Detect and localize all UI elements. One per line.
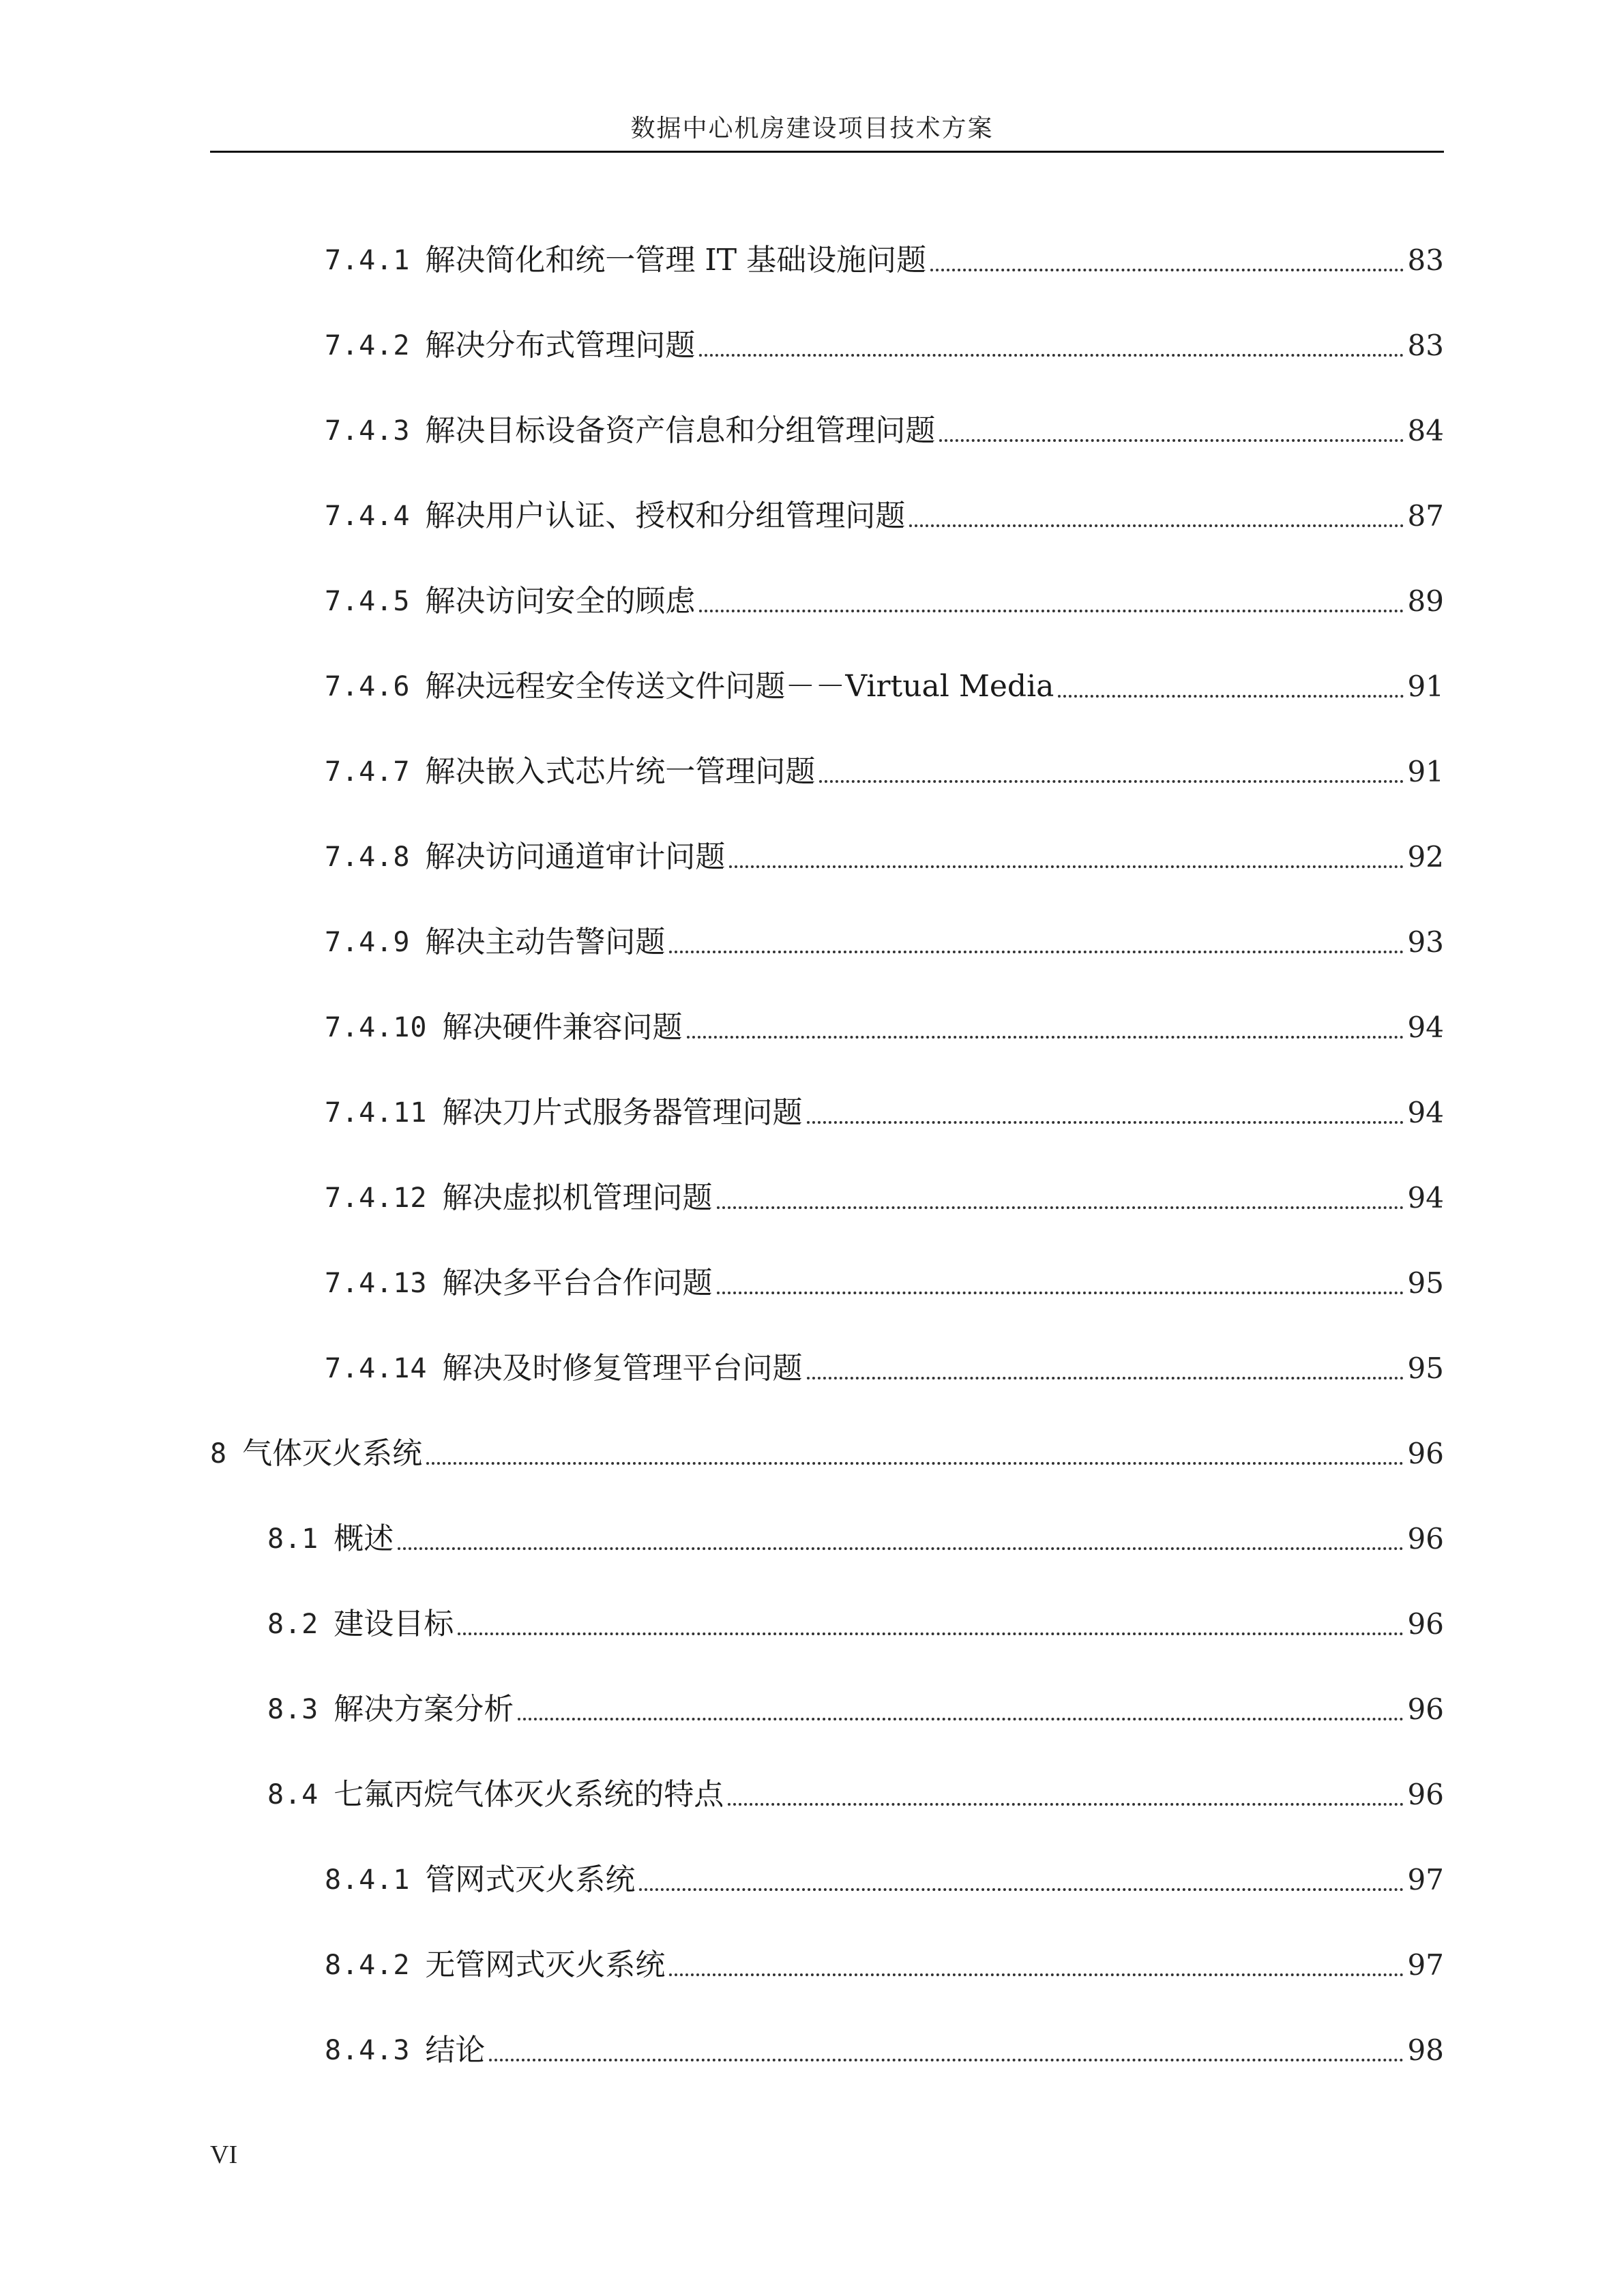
toc-dot-leader	[930, 269, 1403, 271]
toc-title: 七氟丙烷气体灭火系统的特点	[334, 1777, 724, 1812]
toc-entry-8[interactable]	[210, 1433, 1444, 1474]
toc-number: 7.4.7	[325, 756, 411, 788]
toc-page-number: 96	[1407, 1607, 1444, 1641]
toc-dot-leader	[489, 2059, 1403, 2061]
toc-entry-7-4-13[interactable]	[325, 1263, 1444, 1304]
toc-title: 解决访问安全的顾虑	[425, 584, 696, 618]
toc-number: 8.1	[267, 1523, 319, 1555]
toc-page-number: 96	[1407, 1693, 1444, 1726]
toc-page-number: 97	[1407, 1863, 1444, 1896]
toc-title: 气体灭火系统	[242, 1436, 423, 1471]
toc-number: 8.2	[267, 1609, 319, 1640]
toc-number: 7.4.9	[325, 927, 411, 958]
toc-dot-leader	[728, 1803, 1403, 1806]
toc-entry-7-4-7[interactable]	[325, 751, 1444, 792]
toc-page-number: 87	[1407, 499, 1444, 533]
toc-entry-7-4-8[interactable]	[325, 837, 1444, 878]
toc-dot-leader	[687, 1036, 1404, 1039]
toc-page-number: 98	[1407, 2033, 1444, 2067]
toc-title: 无管网式灭火系统	[425, 1948, 666, 1982]
toc-title: 解决访问通道审计问题	[425, 839, 726, 874]
toc-dot-leader	[518, 1718, 1403, 1720]
toc-dot-leader	[699, 610, 1403, 612]
toc-entry-7-4-1[interactable]	[325, 240, 1444, 281]
toc-entry-7-4-3[interactable]	[325, 411, 1444, 451]
toc-page-number: 84	[1407, 414, 1444, 447]
toc-page-number: 96	[1407, 1778, 1444, 1811]
toc-number: 7.4.6	[325, 671, 411, 702]
toc-dot-leader	[807, 1121, 1404, 1124]
toc-dot-leader	[639, 1888, 1403, 1891]
toc-dot-leader	[807, 1377, 1404, 1380]
toc-number: 8.4.1	[325, 1864, 411, 1896]
toc-dot-leader	[717, 1292, 1404, 1294]
toc-page-number: 97	[1407, 1948, 1444, 1982]
toc-entry-7-4-10[interactable]	[325, 1007, 1444, 1048]
toc-dot-leader	[398, 1547, 1403, 1550]
toc-dot-leader	[729, 865, 1403, 868]
toc-number: 8.3	[267, 1694, 319, 1725]
toc-dot-leader	[1058, 695, 1403, 698]
toc-title: 建设目标	[334, 1607, 454, 1641]
toc-page-number: 83	[1407, 329, 1444, 362]
toc-page-number: 96	[1407, 1437, 1444, 1470]
toc-page-number: 94	[1407, 1181, 1444, 1214]
toc-dot-leader	[426, 1462, 1403, 1465]
toc-number: 8	[210, 1438, 228, 1470]
toc-entry-8-4-3[interactable]	[325, 2030, 1444, 2071]
toc-dot-leader	[669, 951, 1403, 953]
toc-page-number: 96	[1407, 1522, 1444, 1555]
toc-number: 7.4.8	[325, 841, 411, 873]
toc-page-number: 93	[1407, 925, 1444, 959]
toc-number: 7.4.3	[325, 415, 411, 447]
toc-title: 解决虚拟机管理问题	[442, 1180, 713, 1215]
toc-page-number: 83	[1407, 243, 1444, 277]
toc-title: 解决刀片式服务器管理问题	[442, 1095, 803, 1130]
toc-page-number: 89	[1407, 584, 1444, 618]
toc-title: 管网式灭火系统	[425, 1862, 636, 1897]
header-divider	[210, 151, 1444, 153]
toc-dot-leader	[819, 780, 1403, 783]
toc-entry-8-3[interactable]	[267, 1689, 1444, 1730]
toc-dot-leader	[717, 1206, 1404, 1209]
toc-title: 解决多平台合作问题	[442, 1266, 713, 1300]
toc-number: 7.4.4	[325, 501, 411, 532]
toc-entry-8-4-2[interactable]	[325, 1945, 1444, 1986]
toc-number: 8.4	[267, 1779, 319, 1810]
toc-number: 7.4.5	[325, 586, 411, 617]
toc-number: 7.4.2	[325, 330, 411, 361]
toc-title: 概述	[334, 1521, 394, 1556]
toc-title: 解决用户认证、授权和分组管理问题	[425, 498, 906, 533]
toc-page-number: 94	[1407, 1096, 1444, 1129]
toc-entry-7-4-11[interactable]	[325, 1092, 1444, 1133]
footer-page-number: VI	[210, 2141, 238, 2169]
toc-entry-8-4-1[interactable]	[325, 1860, 1444, 1900]
toc-title: 解决远程安全传送文件问题－－Virtual Media	[425, 669, 1054, 704]
toc-dot-leader	[909, 524, 1403, 527]
toc-entry-7-4-5[interactable]	[325, 581, 1444, 622]
toc-number: 7.4.13	[325, 1268, 428, 1299]
toc-title: 解决简化和统一管理 IT 基础设施问题	[425, 243, 927, 278]
toc-number: 7.4.14	[325, 1353, 428, 1384]
toc-title: 解决硬件兼容问题	[442, 1010, 683, 1045]
toc-entry-7-4-14[interactable]	[325, 1348, 1444, 1389]
toc-entry-7-4-9[interactable]	[325, 922, 1444, 963]
toc-entry-7-4-6[interactable]	[325, 666, 1444, 707]
toc-title: 解决主动告警问题	[425, 925, 666, 959]
toc-number: 8.4.3	[325, 2035, 411, 2066]
toc-page-number: 94	[1407, 1011, 1444, 1044]
toc-title: 解决目标设备资产信息和分组管理问题	[425, 413, 936, 448]
toc-dot-leader	[939, 439, 1403, 442]
toc-number: 7.4.10	[325, 1012, 428, 1043]
toc-entry-7-4-2[interactable]	[325, 325, 1444, 366]
toc-page-number: 92	[1407, 840, 1444, 874]
toc-number: 7.4.1	[325, 245, 411, 276]
toc-entry-7-4-4[interactable]	[325, 496, 1444, 537]
toc-dot-leader	[458, 1632, 1403, 1635]
toc-entry-8-4[interactable]	[267, 1774, 1444, 1815]
toc-page-number: 91	[1407, 755, 1444, 788]
toc-number: 7.4.11	[325, 1097, 428, 1129]
toc-title: 结论	[425, 2033, 486, 2068]
toc-dot-leader	[699, 354, 1403, 357]
toc-entry-8-1[interactable]	[267, 1519, 1444, 1560]
page-header-title: 数据中心机房建设项目技术方案	[630, 115, 994, 143]
toc-title: 解决分布式管理问题	[425, 328, 696, 363]
toc-page-number: 95	[1407, 1352, 1444, 1385]
toc-title: 解决嵌入式芯片统一管理问题	[425, 754, 816, 789]
toc-number: 7.4.12	[325, 1182, 428, 1214]
toc-entry-7-4-12[interactable]	[325, 1178, 1444, 1219]
toc-number: 8.4.2	[325, 1950, 411, 1981]
toc-entry-8-2[interactable]	[267, 1604, 1444, 1645]
toc-title: 解决方案分析	[334, 1692, 514, 1727]
toc-page-number: 91	[1407, 670, 1444, 703]
toc-title: 解决及时修复管理平台问题	[442, 1351, 803, 1386]
toc-dot-leader	[669, 1973, 1403, 1976]
toc-page-number: 95	[1407, 1266, 1444, 1300]
